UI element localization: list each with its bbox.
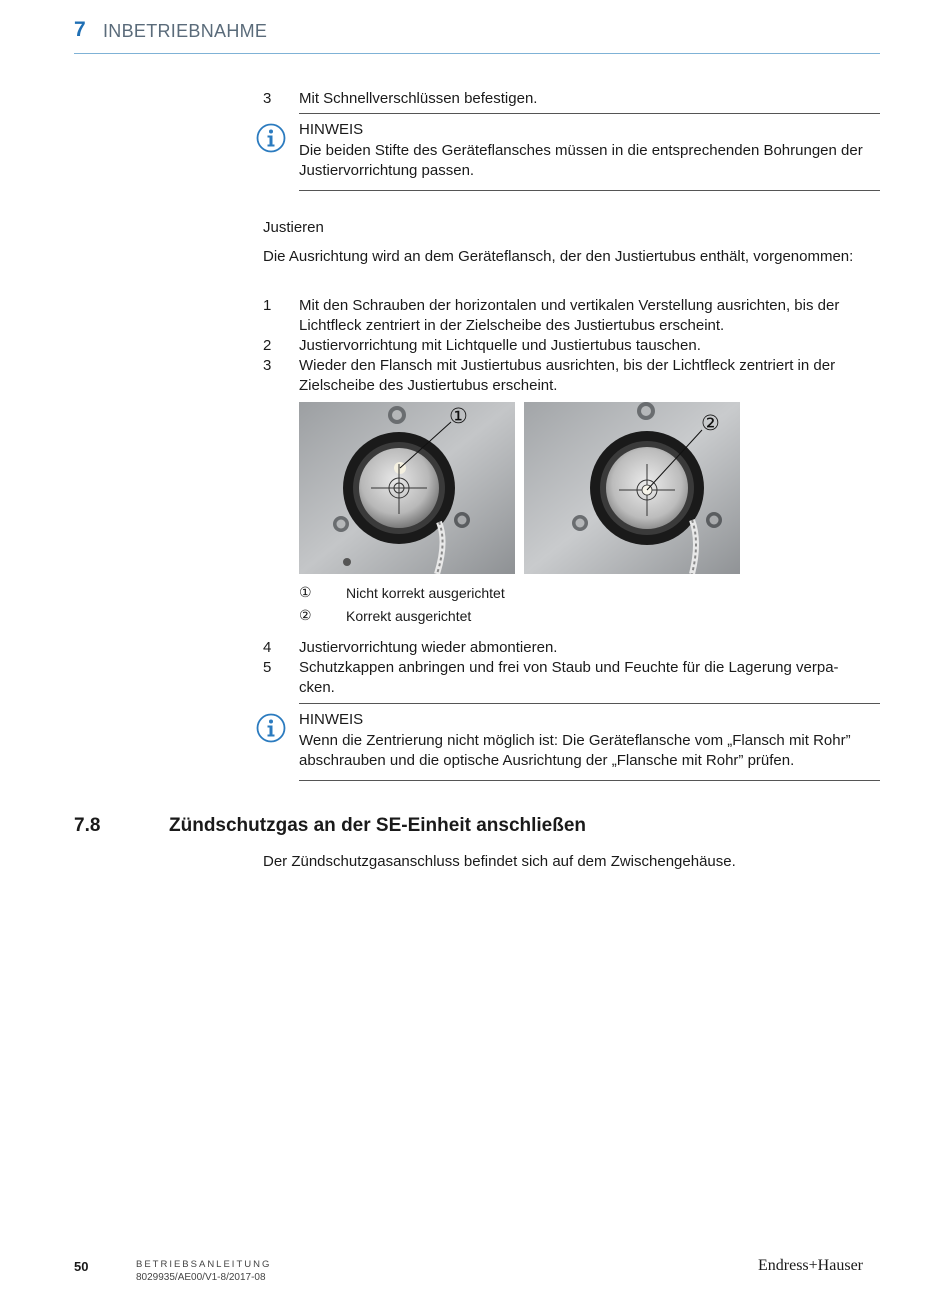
step-text: Wieder den Flansch mit Justiertubus ausrichten, bis der Lichtfleck zentriert in der Zielscheibe des Justiertubus erscheint. xyxy=(299,357,836,394)
note-bottom-rule xyxy=(299,780,880,781)
section-paragraph: Der Zündschutzgasanschluss befindet sich auf dem Zwischengehäuse. xyxy=(263,853,736,870)
step-text: Justiervorrichtung wieder abmontieren. xyxy=(299,639,558,656)
legend-mark: ① xyxy=(299,584,312,600)
step-text: Mit den Schrauben der horizontalen und vertikalen Verstellung ausrichten, bis der Lichtfleck zentriert in der Zielscheibe des Justiertubus erscheint. xyxy=(299,297,840,334)
brand-logo: Endress+Hauser xyxy=(758,1257,863,1274)
document-type: BETRIEBSANLEITUNG xyxy=(136,1259,272,1270)
section-number: 7.8 xyxy=(74,815,101,836)
step-text: Mit Schnellverschlüssen befestigen. xyxy=(299,90,538,107)
chapter-number: 7 xyxy=(74,18,86,41)
alignment-photo-incorrect xyxy=(299,402,515,574)
note-text: Die beiden Stifte des Geräteflansches müssen in die entsprechenden Bohrungen der Justiervorrichtung passen. xyxy=(299,142,863,179)
legend-mark: ② xyxy=(299,607,312,623)
info-icon xyxy=(256,123,286,153)
info-icon xyxy=(256,713,286,743)
note-top-rule xyxy=(299,703,880,704)
step-number: 3 xyxy=(263,357,272,374)
note-text: Wenn die Zentrierung nicht möglich ist: Die Geräteflansche vom „Flansch mit Rohr” abschrauben und die optische Ausrichtung der „Flansche mit Rohr” prüfen. xyxy=(299,732,851,769)
intro-paragraph: Die Ausrichtung wird an dem Geräteflansch, der den Justiertubus enthält, vorgenommen: xyxy=(263,248,854,265)
alignment-photo-correct xyxy=(524,402,740,574)
step-number: 4 xyxy=(263,639,272,656)
callout-1: ① xyxy=(449,404,468,428)
section-title: Zündschutzgas an der SE-Einheit anschließen xyxy=(169,815,587,836)
note-top-rule xyxy=(299,113,880,114)
step-text: Justiervorrichtung mit Lichtquelle und Justiertubus tauschen. xyxy=(299,337,701,354)
header-divider xyxy=(74,53,880,54)
callout-2: ② xyxy=(701,411,720,435)
document-code: 8029935/AE00/V1-8/2017-08 xyxy=(136,1272,266,1283)
legend-text: Korrekt ausgerichtet xyxy=(346,608,472,624)
note-title: HINWEIS xyxy=(299,121,364,138)
legend-text: Nicht korrekt ausgerichtet xyxy=(346,585,505,601)
note-title: HINWEIS xyxy=(299,711,364,728)
chapter-title: INBETRIEBNAHME xyxy=(103,21,268,41)
step-number: 2 xyxy=(263,337,272,354)
step-text: Schutzkappen anbringen und frei von Staub und Feuchte für die Lagerung verpacken. xyxy=(299,659,839,696)
step-number: 1 xyxy=(263,297,272,314)
subheading: Justieren xyxy=(263,219,324,236)
step-number: 5 xyxy=(263,659,272,676)
note-bottom-rule xyxy=(299,190,880,191)
step-number: 3 xyxy=(263,90,272,107)
page-number: 50 xyxy=(74,1259,89,1274)
